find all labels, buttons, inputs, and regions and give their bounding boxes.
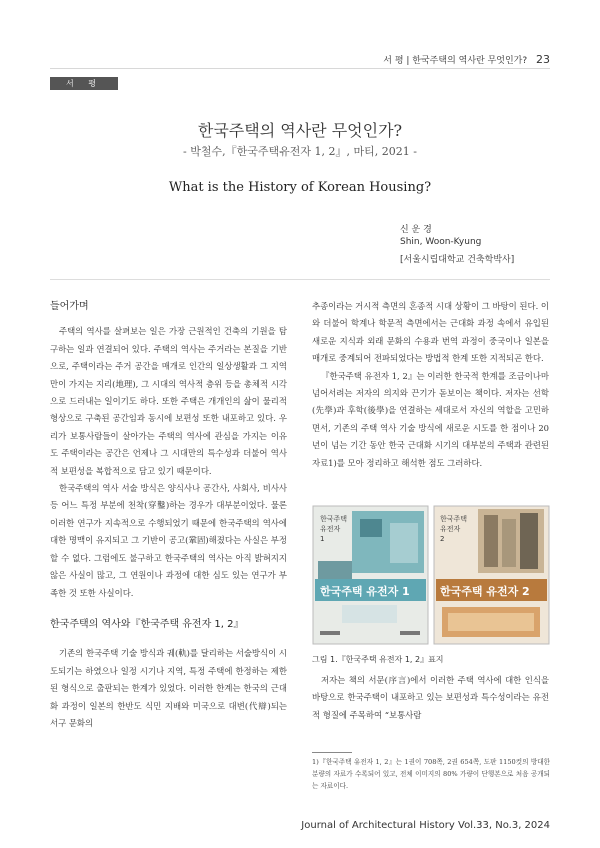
running-header [383, 53, 550, 66]
running-header-title: 한국주택의 역사란 무엇인가? [412, 56, 528, 66]
section-tag: 서 평 [50, 77, 118, 90]
author-affiliation: [서울시립대학교 건축학박사] [400, 255, 515, 265]
book-cover-2 [434, 506, 549, 644]
page-number: 23 [536, 53, 550, 66]
paragraph: 주택의 역사를 살펴보는 일은 가장 근원적인 건축의 기원을 탐구하는 일과 연결되어 있다. 주택의 역사는 주거라는 본질을 기반으로, 주택이라는 주거 공간을 매개로 인간의 일상생활과 그 지역만이 가지는 지리(地理), 그 시대의 역사적 층위 등을 총체적 시각으로 드러내는 일이기도 하다. 또한 주택은 개개인의 삶이 물리적 형상으로 구축된 공간임과 동시에 보편성 또한 내포하고 있다. 우리가 보통사람들이 살아가는 주택의 역사에 관심을 가지는 이유도 주택이라는 공간은 언제나 그 시대만의 특수성과 더불어 역사적 보편성을 복합적으로 담고 있기 때문이다. [50, 326, 287, 476]
author-name-en: Shin, Woon-Kyung [400, 237, 482, 247]
svg-text:유전자: 유전자 [440, 525, 461, 533]
header-rule [50, 68, 550, 69]
svg-text:1: 1 [320, 535, 325, 543]
journal-footer: Journal of Architectural History Vol.33, No.3, 2024 [301, 820, 550, 831]
article-title: 한국주택의 역사란 무엇인가? [197, 121, 403, 140]
paragraph: 한국주택의 역사 서술 방식은 양식사나 공간사, 사회사, 비사사 등 어느 특정 부분에 천착(穿鑿)하는 경우가 대부분이었다. 물론 이러한 연구가 지속적으로 수행되었기 때문에 한국주택의 역사에 대한 명맥이 유지되고 그 기반이 공고(鞏固)해졌다는 사실은 부정할 수 없다. 그럼에도 불구하고 한국주택의 역사는 아직 밝혀지지 않은 사실이 많고, 그 연원이나 과정에 대한 심도 있는 연구가 부족한 것 또한 사실이다. [50, 483, 287, 598]
book-cover-2-label: 한국주택 [440, 515, 468, 523]
paragraph: 기존의 한국주택 기술 방식과 궤(軌)를 달리하는 서술방식이 시도되기는 하였으나 일정 시기나 지역, 특정 주택에 한정하는 제한된 형식으로 출판되는 한계가 있었다. 이러한 한계는 한국의 근대화 과정이 일본의 한반도 식민 지배와 미국으로 대변(代辯)되는 서구 문화의 [50, 648, 287, 728]
left-column [50, 298, 287, 732]
svg-text:유전자: 유전자 [320, 525, 341, 533]
running-header-section: 서 평 [383, 56, 404, 66]
book-cover-1-title: 한국주택 유전자 1 [320, 585, 410, 598]
paragraph: 저자는 책의 서문(序言)에서 이러한 주택 역사에 대한 인식을 바탕으로 한국주택이 내포하고 있는 보편성과 특수성이라는 유전적 형질에 주목하여 “보통사람 [312, 675, 549, 720]
footnote: 1)『한국주택 유전자 1, 2』는 1권이 708쪽, 2권 654쪽, 도판 1150컷의 방대한 분량의 자료가 수록되어 있고, 전체 이미지의 80% 가량이 단행본으로 처음 공개되는 자료이다. [312, 758, 550, 790]
article-title-en: What is the History of Korean Housing? [168, 180, 432, 195]
figure-caption: 그림 1.『한국주택 유전자 1, 2』표지 [312, 655, 444, 664]
book-covers-figure [312, 505, 550, 645]
book-cover-1 [313, 506, 428, 644]
paragraph: 『한국주택 유전자 1, 2』는 이러한 한국적 한계를 조금이나마 넘어서려는 저자의 의지와 끈기가 돋보이는 책이다. 저자는 선학(先學)과 후학(後學)을 연결하는 세대로서 자신의 역할을 고민하면서, 기존의 주택 역사 기술 방식에 새로운 시도를 한 점이나 20년이 넘는 기간 동안 한국 근대화 시기의 대부분의 주택과 관련된 자료1)를 모아 정리하고 해석한 점도 그러하다. [312, 370, 549, 468]
title-block-rule [50, 279, 550, 280]
author-name-ko: 신 운 경 [400, 225, 432, 235]
right-column-lower [312, 672, 549, 724]
book-cover-2-title: 한국주택 유전자 2 [440, 585, 530, 598]
book-cover-1-label: 한국주택 [320, 515, 348, 523]
footnote-rule [312, 752, 352, 753]
svg-text:2: 2 [440, 535, 445, 543]
header-divider: | [406, 56, 413, 66]
article-subtitle: - 박철수,『한국주택유전자 1, 2』, 마티, 2021 - [183, 145, 417, 158]
heading-section2: 한국주택의 역사와『한국주택 유전자 1, 2』 [50, 618, 244, 630]
right-column [312, 298, 549, 472]
book-covers-svg [312, 505, 550, 645]
heading-intro: 들어가며 [50, 301, 89, 312]
paragraph: 추종이라는 거시적 측면의 혼종적 시대 상황이 그 바탕이 된다. 이와 더불어 학계나 학문적 측면에서는 근대화 과정 속에서 유입된 새로운 지식과 외래 문화의 수용과 번역 과정이 중국이나 일본을 매개로 중계되어 전파되었다는 방법적 한계 또한 지적되곤 한다. [312, 301, 549, 364]
